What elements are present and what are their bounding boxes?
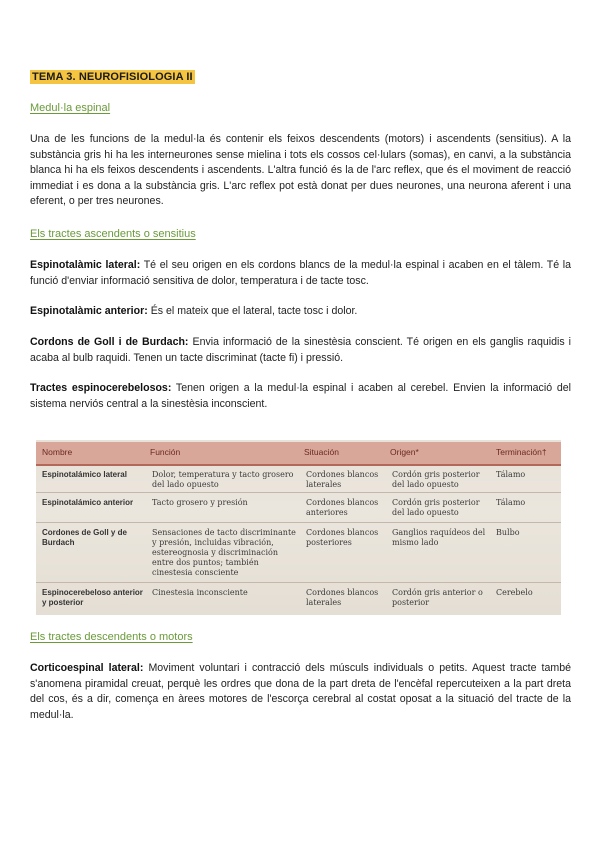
entry-text: Envia informació de la sinestèsia conscient. Té origen en els ganglis raquidis i acaba al bulb raquidi. Tenen un tacte discriminat (tacte fi) i pressió. xyxy=(30,336,572,364)
table-header-cell: Origen* xyxy=(390,447,419,457)
table-cell-funcion: Sensaciones de tacto discriminante y presión, incluidas vibración, estereognosia y discriminación entre dos puntos; también cinestesia consciente xyxy=(152,528,296,577)
entry-term: Cordons de Goll i de Burdach: xyxy=(30,336,189,348)
table-cell-situacion: Cordones blancos posteriores xyxy=(306,528,379,547)
ascending-tracts-table-image xyxy=(36,440,561,615)
table-header-cell: Situación xyxy=(304,447,339,457)
table-cell-terminacion: Bulbo xyxy=(496,528,520,537)
table-cell-terminacion: Tálamo xyxy=(496,498,526,507)
entry-term: Tractes espinocerebelosos: xyxy=(30,382,172,394)
table-cell-name: Espinotalámico lateral xyxy=(42,470,127,479)
table-cell-origen: Cordón gris anterior o posterior xyxy=(392,588,483,607)
table-cell-name: Cordones de Goll y de Burdach xyxy=(42,528,127,547)
table-row-divider xyxy=(36,492,561,493)
entry-term: Corticoespinal lateral: xyxy=(30,662,144,674)
table-cell-terminacion: Tálamo xyxy=(496,470,526,479)
entry-text: És el mateix que el lateral, tacte tosc i dolor. xyxy=(147,305,358,317)
entry-cordons-goll-burdach xyxy=(30,335,571,366)
table-header-cell: Terminación† xyxy=(496,447,547,457)
table-cell-situacion: Cordones blancos laterales xyxy=(306,588,379,607)
entry-corticoespinal-lateral xyxy=(30,661,571,723)
table-cell-origen: Cordón gris posterior del lado opuesto xyxy=(392,470,480,489)
entry-text: Tenen origen a la medul·la espinal i acaben al cerebel. Envien la informació del sistema nerviós central a la sinestèsia inconscient. xyxy=(30,382,571,410)
table-cell-funcion: Dolor, temperatura y tacto grosero del lado opuesto xyxy=(152,470,294,489)
entry-term: Espinotalàmic anterior: xyxy=(30,305,148,317)
entry-espinotalamic-lateral xyxy=(30,258,571,289)
table-header-cell: Nombre xyxy=(42,447,73,457)
entry-term: Espinotalàmic lateral: xyxy=(30,259,141,271)
section-heading-ascending: Els tractes ascendents o sensitius xyxy=(30,228,196,240)
table-cell-origen: Ganglios raquídeos del mismo lado xyxy=(392,528,486,547)
entry-espinotalamic-anterior xyxy=(30,304,571,320)
table-header-row xyxy=(36,442,561,466)
section-heading-spinal-cord: Medul·la espinal xyxy=(30,102,111,114)
entry-espinocerebelosos xyxy=(30,381,571,412)
table-cell-situacion: Cordones blancos anteriores xyxy=(306,498,379,517)
table-cell-situacion: Cordones blancos laterales xyxy=(306,470,379,489)
table-cell-name: Espinotalámico anterior xyxy=(42,498,134,507)
entry-text: Moviment voluntari i contracció dels músculs individuals o petits. Aquest tracte també s'anomena piramidal creuat, perquè les ordres que dona de la part dreta de l'encèfal repercuteixen a la part dreta del cos, és a dir, comença en àrees motores de l'escorça cerebral al costat oposat a la situació del tracte de la medul·la. xyxy=(30,662,571,721)
document-title: TEMA 3. NEUROFISIOLOGIA II xyxy=(32,71,193,83)
spinal-cord-paragraph: Una de les funcions de la medul·la és contenir els feixos descendents (motors) i ascendents (sensitius). A la substància gris hi ha les interneurones sense mielina i tots els cossos cel·lulars (somas), en canvi, a la substància blanca hi ha els feixos descendents i ascendents. L'altra funció és la de l'arc reflex, que és el moviment de reacció immediat i es dona a la substància gris. L'arc reflex pot està donat per dues neurones, una neurona aferent i una eferent, o per tres neurones. xyxy=(30,133,571,208)
table-cell-funcion: Cinestesia inconsciente xyxy=(152,588,248,597)
entry-text: Té el seu origen en els cordons blancs de la medul·la espinal i acaben en el tàlem. Té la funció d'enviar informació sensitiva de dolor, temperatura i de tacte tosc. xyxy=(30,259,571,287)
table-cell-name: Espinocerebeloso anterior y posterior xyxy=(42,588,143,607)
table-cell-funcion: Tacto grosero y presión xyxy=(152,498,248,507)
section-heading-descending: Els tractes descendents o motors xyxy=(30,631,193,643)
table-row-divider xyxy=(36,522,561,523)
table-header-cell: Función xyxy=(150,447,181,457)
table-row-divider xyxy=(36,582,561,583)
table-cell-origen: Cordón gris posterior del lado opuesto xyxy=(392,498,480,517)
table-cell-terminacion: Cerebelo xyxy=(496,588,533,597)
